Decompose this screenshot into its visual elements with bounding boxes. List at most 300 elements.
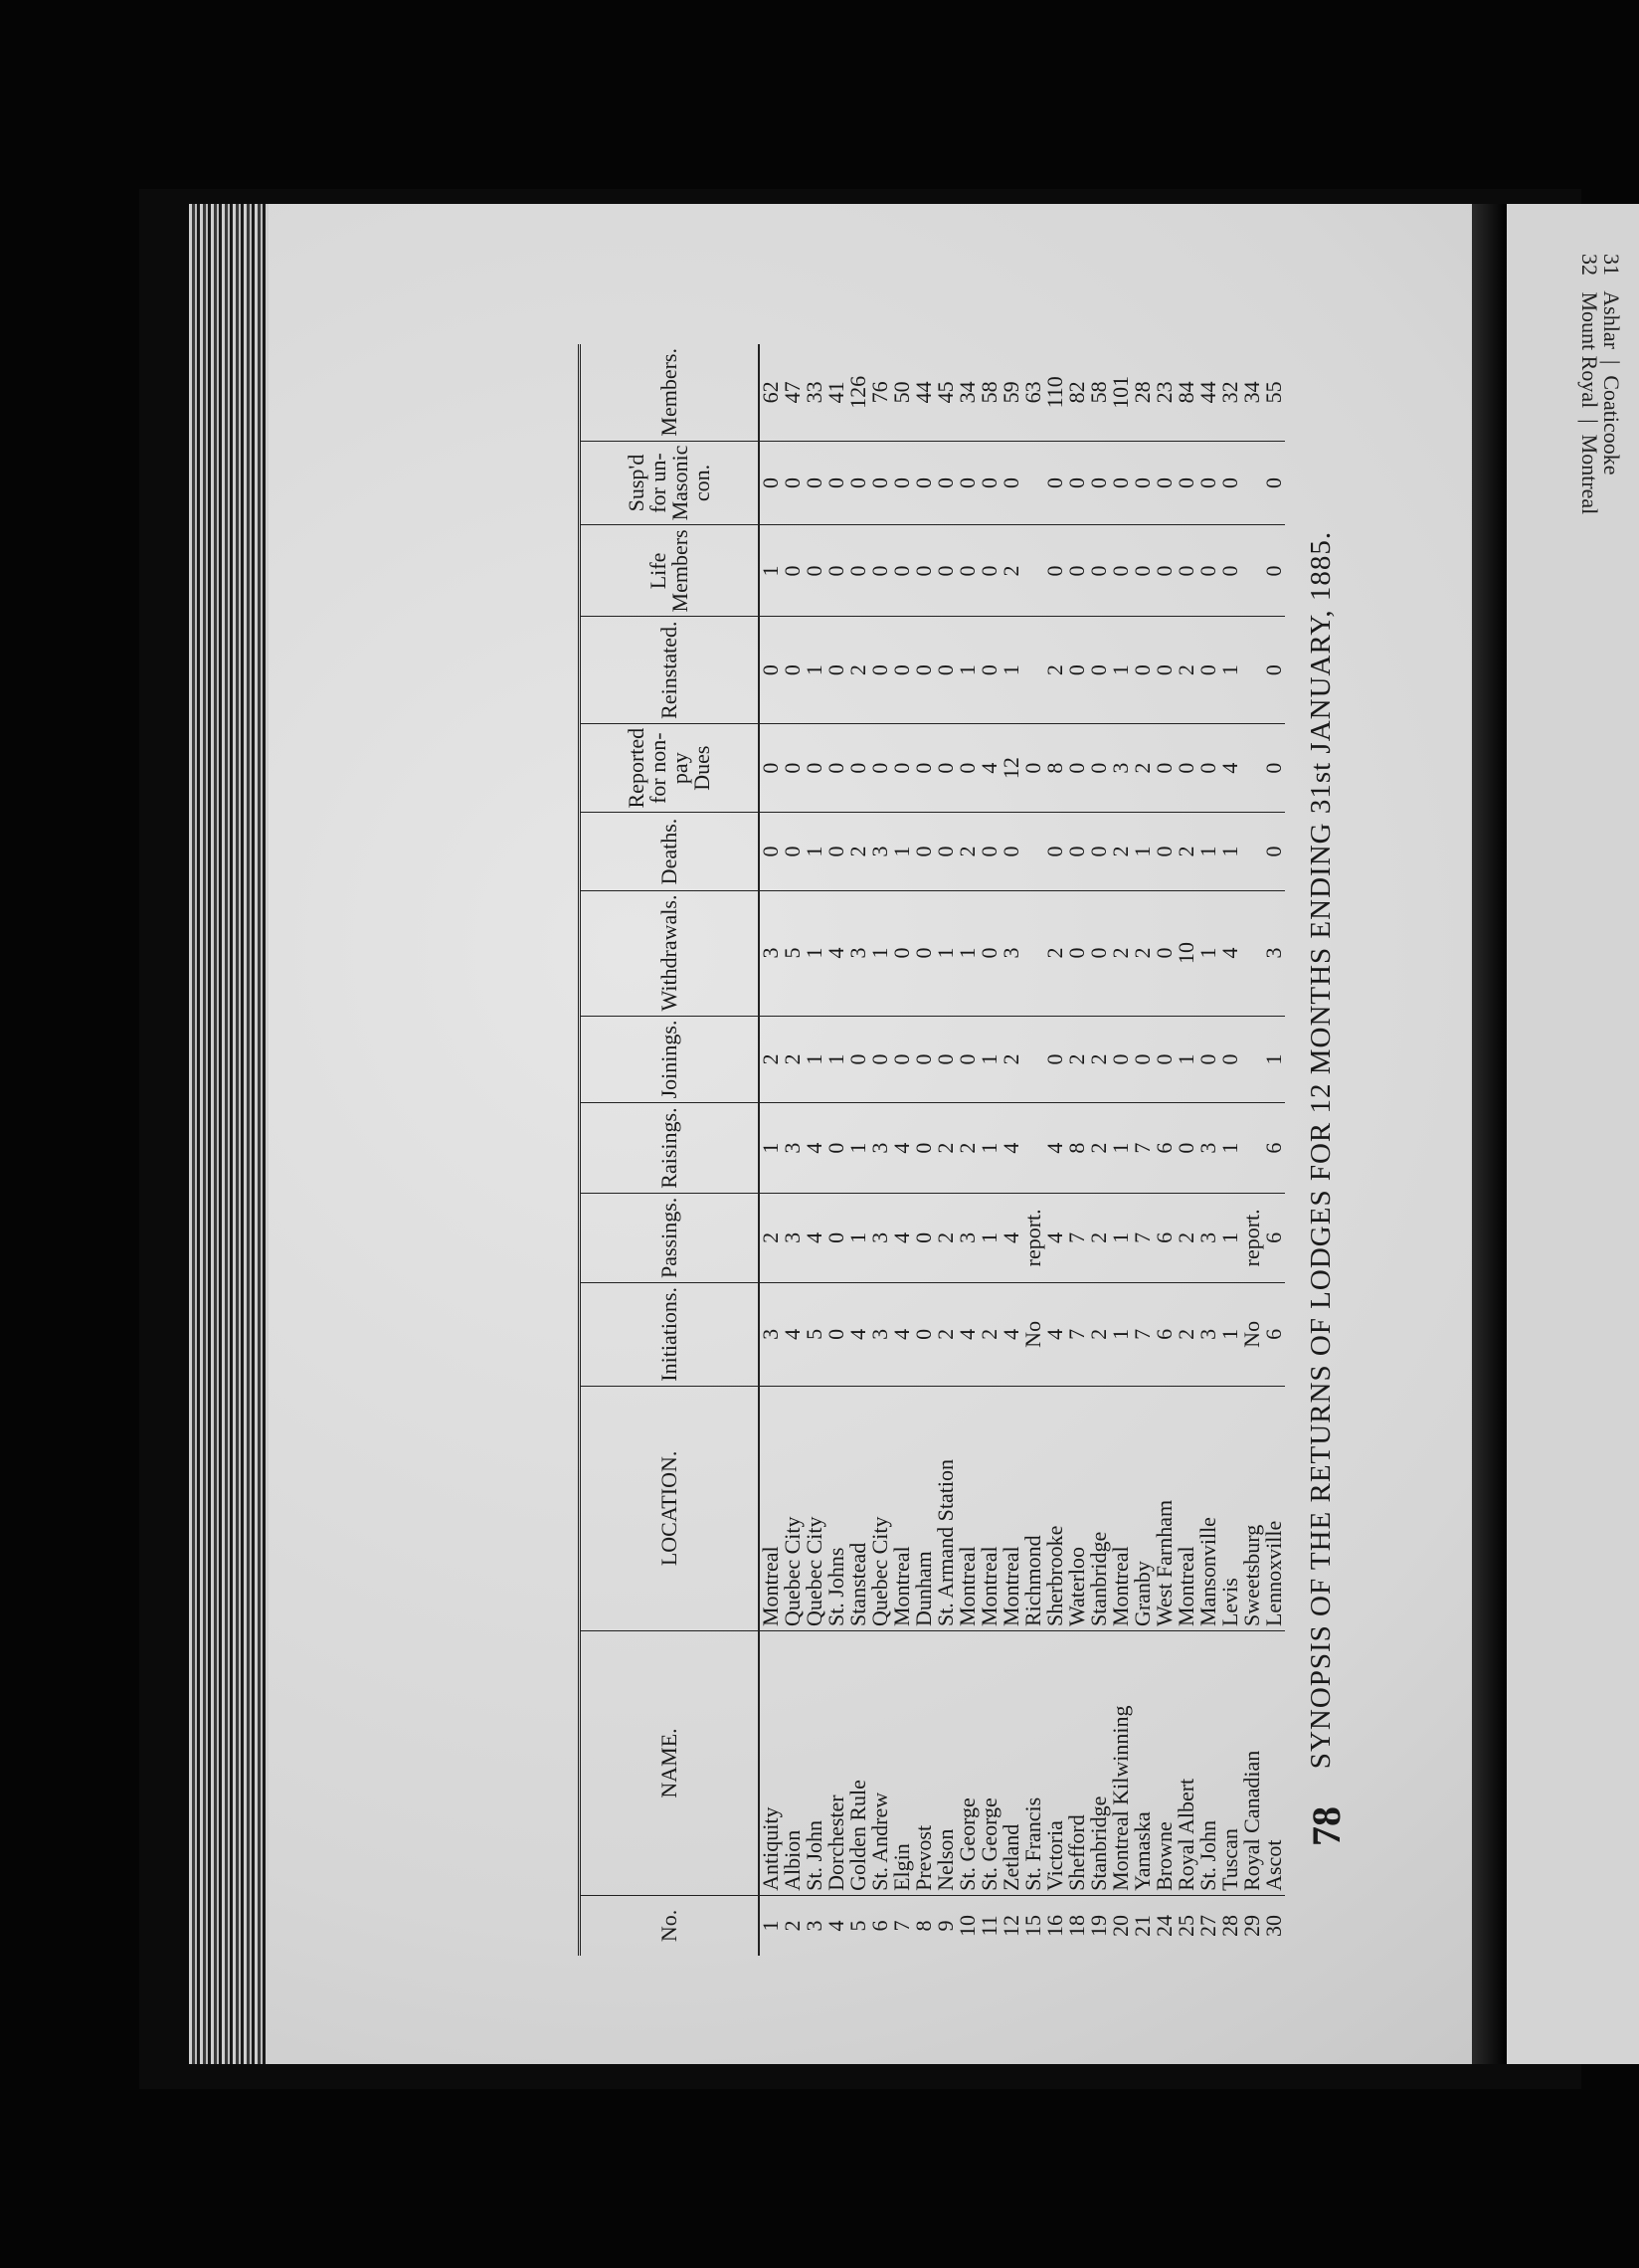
cell-location: West Farnham [1154,1386,1176,1630]
cell-deaths: 1 [891,813,913,890]
cell-name: Yamaska [1132,1631,1154,1896]
cell-suspended: 0 [1154,441,1176,525]
cell-no: 3 [802,1920,826,1932]
cell-suspended: 0 [804,441,825,525]
cell-deaths: 0 [1001,813,1022,890]
cell-passings: report. [1241,1193,1263,1282]
cell-raisings: 1 [1110,1103,1132,1193]
cell-reported: 0 [1066,723,1088,813]
cell-life-members: 0 [1088,525,1110,617]
cell-initiations: 2 [1176,1283,1197,1387]
cell-reinstated: 0 [1197,617,1219,723]
cell-no: 25 [1174,1914,1198,1937]
cell-passings: 6 [1154,1193,1176,1282]
cell-members: 58 [1088,344,1110,441]
cell-suspended: 0 [913,441,935,525]
cell-name: Prevost [913,1631,935,1896]
table-row [804,344,825,1956]
cell-joinings: 0 [1044,1016,1066,1103]
table-row [891,344,913,1956]
cell-name: Golden Rule [847,1631,869,1896]
cell-name: St. John [804,1631,825,1896]
cell-location: Montreal [1110,1386,1132,1630]
cell-suspended: 0 [935,441,957,525]
cell-location: Waterloo [1066,1386,1088,1630]
cell-no: 16 [1042,1914,1067,1937]
cell-life-members: 0 [1263,525,1285,617]
cell-withdrawals: 5 [782,890,804,1016]
cell-raisings: 4 [1044,1103,1066,1193]
cell-passings: 6 [1263,1193,1285,1282]
page-title: SYNOPSIS OF THE RETURNS OF LODGES FOR 12 MONTHS ENDING 31st JANUARY, 1885. [1305,530,1337,1770]
cell-life-members: 0 [913,525,935,617]
table-row [1110,344,1132,1956]
cell-members: 55 [1263,344,1285,441]
cell-joinings: 0 [1132,1016,1154,1103]
cell-passings: 4 [804,1193,825,1282]
cell-life-members: 2 [1001,525,1022,617]
cell-name: St. George [957,1631,979,1896]
cell-deaths: 0 [759,813,782,890]
cell-name: Shefford [1066,1631,1088,1896]
cell-withdrawals: 0 [1154,890,1176,1016]
table-row [1066,344,1088,1956]
cell-passings: 3 [869,1193,891,1282]
cell-passings: 4 [1001,1193,1022,1282]
cell-name: Antiquity [759,1631,782,1896]
cell-joinings: 2 [759,1016,782,1103]
cell-life-members: 0 [891,525,913,617]
cell-reinstated: 0 [891,617,913,723]
cell-reported: 4 [979,723,1001,813]
cell-withdrawals: 2 [1132,890,1154,1016]
table-body [759,344,1285,1956]
cell-initiations: 4 [957,1283,979,1387]
cell-members: 28 [1132,344,1154,441]
cell-suspended: 0 [1197,441,1219,525]
header-suspended: Susp'd for un-Masonic con. [580,441,760,525]
header-no: No. [580,1895,760,1956]
table-row [1132,344,1154,1956]
cell-reinstated: 2 [847,617,869,723]
cell-life-members: 0 [1219,525,1241,617]
cell-name: Tuscan [1219,1631,1241,1896]
cell-passings: 3 [782,1193,804,1282]
cell-deaths: 2 [1176,813,1197,890]
table-row [1088,344,1110,1956]
book-spine [1472,204,1507,2064]
cell-reported: 2 [1132,723,1154,813]
cell-life-members [1241,525,1263,617]
cell-passings: report. [1022,1193,1044,1282]
cell-joinings: 0 [847,1016,869,1103]
cell-suspended: 0 [1132,441,1154,525]
cell-location: Montreal [891,1386,913,1630]
returns-table-wrap [578,344,1285,1956]
cell-location: Quebec City [804,1386,825,1630]
cell-initiations: 6 [1154,1283,1176,1387]
cell-reinstated: 1 [957,617,979,723]
cell-name: Browne [1154,1631,1176,1896]
cell-name: St. Francis [1022,1631,1044,1896]
cell-initiations: 4 [1001,1283,1022,1387]
cell-raisings: 6 [1154,1103,1176,1193]
cell-reported: 0 [891,723,913,813]
returns-table [578,344,1285,1956]
cell-life-members: 1 [759,525,782,617]
cell-passings: 1 [1110,1193,1132,1282]
cell-withdrawals: 0 [1066,890,1088,1016]
cell-deaths: 2 [1110,813,1132,890]
cell-reinstated: 1 [1219,617,1241,723]
cell-name: Stanbridge [1088,1631,1110,1896]
cell-passings: 1 [979,1193,1001,1282]
cell-initiations: 4 [782,1283,804,1387]
table-row [979,344,1001,1956]
cell-reinstated: 0 [1088,617,1110,723]
cell-raisings: 0 [825,1103,847,1193]
cell-location: Granby [1132,1386,1154,1630]
cell-withdrawals: 2 [1110,890,1132,1016]
cell-withdrawals: 1 [1197,890,1219,1016]
cell-deaths: 0 [825,813,847,890]
cell-name: St. Andrew [869,1631,891,1896]
cell-deaths: 1 [1132,813,1154,890]
cell-deaths: 0 [1263,813,1285,890]
cell-no: 7 [889,1920,914,1932]
cell-location: Montreal [1001,1386,1022,1630]
cell-reported: 0 [759,723,782,813]
header-reported: Reported for non-pay Dues [580,723,760,813]
cell-raisings: 0 [1176,1103,1197,1193]
cell-suspended: 0 [979,441,1001,525]
cell-raisings: 1 [1219,1103,1241,1193]
cell-reported: 0 [1088,723,1110,813]
cell-reinstated: 0 [1132,617,1154,723]
table-row [1197,344,1219,1956]
cell-deaths: 2 [847,813,869,890]
cell-joinings: 1 [804,1016,825,1103]
cell-withdrawals: 0 [979,890,1001,1016]
cell-deaths: 0 [782,813,804,890]
cell-reinstated [1022,617,1044,723]
cell-raisings: 3 [782,1103,804,1193]
cell-life-members: 0 [804,525,825,617]
cell-joinings: 0 [1219,1016,1241,1103]
cell-no: 28 [1217,1914,1242,1937]
cell-joinings: 2 [1001,1016,1022,1103]
cell-no: 12 [999,1914,1023,1937]
cell-reported: 8 [1044,723,1066,813]
table-row [869,344,891,1956]
cell-members: 44 [1197,344,1219,441]
cell-raisings: 8 [1066,1103,1088,1193]
next-row-2: 32 Mount Royal | Montreal [1577,254,1602,515]
cell-passings: 2 [1088,1193,1110,1282]
cell-no: 18 [1064,1914,1089,1937]
cell-no: 21 [1130,1914,1155,1937]
cell-withdrawals: 3 [1263,890,1285,1016]
cell-location: Richmond [1022,1386,1044,1630]
next-row-1: 31 Ashlar | Coaticooke [1599,254,1624,475]
cell-no: 15 [1020,1914,1045,1937]
cell-joinings: 0 [957,1016,979,1103]
cell-no: 24 [1152,1914,1177,1937]
cell-deaths [1022,813,1044,890]
cell-location: Montreal [1176,1386,1197,1630]
cell-deaths: 2 [957,813,979,890]
cell-suspended: 0 [1044,441,1066,525]
cell-suspended [1022,441,1044,525]
cell-initiations: 1 [1110,1283,1132,1387]
cell-raisings: 3 [1197,1103,1219,1193]
cell-initiations: 0 [913,1283,935,1387]
next-row-2-name: Mount Royal [1577,291,1602,409]
table-row [913,344,935,1956]
cell-passings: 1 [1219,1193,1241,1282]
cell-withdrawals: 10 [1176,890,1197,1016]
cell-joinings [1022,1016,1044,1103]
cell-reported: 0 [782,723,804,813]
table-row [759,344,782,1956]
table-row [957,344,979,1956]
cell-members: 34 [1241,344,1263,441]
cell-initiations: 4 [891,1283,913,1387]
cell-no: 8 [911,1920,936,1932]
cell-location: Sherbrooke [1044,1386,1066,1630]
cell-reinstated: 0 [869,617,891,723]
cell-location: Quebec City [782,1386,804,1630]
cell-raisings: 2 [1088,1103,1110,1193]
cell-suspended: 0 [1001,441,1022,525]
cell-raisings: 3 [869,1103,891,1193]
cell-withdrawals: 1 [935,890,957,1016]
cell-reported: 0 [1022,723,1044,813]
header-members: Members. [580,344,760,441]
cell-withdrawals: 1 [869,890,891,1016]
cell-no: 1 [758,1920,783,1932]
cell-location: Montreal [759,1386,782,1630]
cell-reinstated: 0 [782,617,804,723]
cell-withdrawals: 0 [891,890,913,1016]
cell-members: 33 [804,344,825,441]
header-initiations: Initiations. [580,1283,760,1387]
next-page-fragment [1507,204,1639,2064]
cell-members: 45 [935,344,957,441]
cell-members: 44 [913,344,935,441]
table-row [1219,344,1241,1956]
cell-life-members: 0 [1197,525,1219,617]
cell-members: 76 [869,344,891,441]
cell-reinstated: 0 [759,617,782,723]
table-row [782,344,804,1956]
cell-no: 10 [955,1914,980,1937]
cell-location: St. Armand Station [935,1386,957,1630]
cell-suspended: 0 [1263,441,1285,525]
header-passings: Passings. [580,1193,760,1282]
cell-suspended: 0 [957,441,979,525]
next-row-1-location: Coaticooke [1599,375,1624,475]
cell-initiations: 5 [804,1283,825,1387]
cell-location: Quebec City [869,1386,891,1630]
cell-life-members: 0 [1110,525,1132,617]
header-name: NAME. [580,1631,760,1896]
cell-life-members: 0 [847,525,869,617]
cell-location: Dunham [913,1386,935,1630]
cell-withdrawals: 0 [1088,890,1110,1016]
cell-members: 47 [782,344,804,441]
cell-name: Elgin [891,1631,913,1896]
cell-name: Albion [782,1631,804,1896]
cell-suspended: 0 [1066,441,1088,525]
table-row [825,344,847,1956]
cell-joinings: 1 [1263,1016,1285,1103]
cell-members: 32 [1219,344,1241,441]
cell-life-members: 0 [1044,525,1066,617]
table-row [1154,344,1176,1956]
next-row-1-no: 31 [1599,254,1624,276]
cell-reported: 0 [1197,723,1219,813]
cell-initiations: 3 [869,1283,891,1387]
cell-raisings: 1 [847,1103,869,1193]
table-row [847,344,869,1956]
cell-suspended [1241,441,1263,525]
header-location: LOCATION. [580,1386,760,1630]
table-row [1022,344,1044,1956]
cell-reported: 0 [1176,723,1197,813]
cell-withdrawals [1022,890,1044,1016]
cell-no: 27 [1195,1914,1220,1937]
cell-joinings: 0 [913,1016,935,1103]
table-row [1001,344,1022,1956]
cell-joinings: 0 [1110,1016,1132,1103]
cell-suspended: 0 [1110,441,1132,525]
cell-withdrawals: 3 [1001,890,1022,1016]
cell-location: Mansonville [1197,1386,1219,1630]
cell-suspended: 0 [759,441,782,525]
cell-reinstated: 0 [913,617,935,723]
cell-deaths: 0 [913,813,935,890]
cell-withdrawals: 3 [847,890,869,1016]
cell-deaths: 0 [1088,813,1110,890]
cell-initiations: No [1241,1283,1263,1387]
cell-raisings: 1 [979,1103,1001,1193]
cell-deaths: 0 [1066,813,1088,890]
cell-reinstated: 1 [804,617,825,723]
cell-raisings: 2 [935,1103,957,1193]
cell-joinings: 0 [891,1016,913,1103]
cell-joinings: 1 [825,1016,847,1103]
header-life-members: Life Members [580,525,760,617]
table-header-row [580,344,760,1956]
cell-location: Levis [1219,1386,1241,1630]
cell-location: Montreal [979,1386,1001,1630]
table-row [1241,344,1263,1956]
cell-passings: 3 [1197,1193,1219,1282]
cell-name: Royal Albert [1176,1631,1197,1896]
cell-reported: 0 [825,723,847,813]
cell-suspended: 0 [869,441,891,525]
cell-withdrawals: 4 [1219,890,1241,1016]
cell-reported: 0 [1154,723,1176,813]
cell-life-members [1022,525,1044,617]
cell-members: 34 [957,344,979,441]
table-row [1263,344,1285,1956]
header-joinings: Joinings. [580,1016,760,1103]
cell-withdrawals: 2 [1044,890,1066,1016]
cell-life-members: 0 [1176,525,1197,617]
cell-name: Montreal Kilwinning [1110,1631,1132,1896]
cell-passings: 2 [759,1193,782,1282]
table-row [1044,344,1066,1956]
cell-initiations: 7 [1132,1283,1154,1387]
cell-name: Nelson [935,1631,957,1896]
cell-suspended: 0 [1219,441,1241,525]
cell-passings: 7 [1066,1193,1088,1282]
cell-raisings: 2 [957,1103,979,1193]
cell-reported: 0 [913,723,935,813]
cell-reinstated: 0 [1066,617,1088,723]
cell-joinings: 1 [979,1016,1001,1103]
cell-life-members: 0 [957,525,979,617]
cell-reinstated: 0 [1263,617,1285,723]
cell-withdrawals [1241,890,1263,1016]
cell-raisings: 4 [1001,1103,1022,1193]
cell-passings: 4 [1044,1193,1066,1282]
cell-joinings: 0 [869,1016,891,1103]
cell-reinstated: 0 [979,617,1001,723]
cell-reported: 0 [935,723,957,813]
cell-reported: 0 [957,723,979,813]
cell-reported [1241,723,1263,813]
cell-members: 62 [759,344,782,441]
cell-name: St. George [979,1631,1001,1896]
cell-life-members: 0 [869,525,891,617]
cell-passings: 1 [847,1193,869,1282]
cell-withdrawals: 0 [913,890,935,1016]
cell-initiations: 6 [1263,1283,1285,1387]
cell-raisings: 6 [1263,1103,1285,1193]
cell-raisings: 0 [913,1103,935,1193]
cell-deaths: 0 [935,813,957,890]
cell-no: 19 [1086,1914,1111,1937]
cell-suspended: 0 [782,441,804,525]
cell-reported: 0 [804,723,825,813]
cell-passings: 7 [1132,1193,1154,1282]
cell-members: 101 [1110,344,1132,441]
cell-members: 41 [825,344,847,441]
cell-members: 110 [1044,344,1066,441]
cell-joinings [1241,1016,1263,1103]
table-row [1176,344,1197,1956]
cell-location: Stanstead [847,1386,869,1630]
cell-raisings [1022,1103,1044,1193]
cell-reinstated: 0 [825,617,847,723]
cell-raisings: 4 [804,1103,825,1193]
cell-suspended: 0 [1088,441,1110,525]
cell-no: 2 [780,1920,805,1932]
cell-raisings [1241,1103,1263,1193]
cell-initiations: 2 [1088,1283,1110,1387]
cell-initiations: 4 [1044,1283,1066,1387]
cell-reinstated: 2 [1044,617,1066,723]
cell-reinstated: 2 [1176,617,1197,723]
cell-raisings: 1 [759,1103,782,1193]
cell-raisings: 4 [891,1103,913,1193]
cell-passings: 3 [957,1193,979,1282]
cell-life-members: 0 [1154,525,1176,617]
cell-life-members: 0 [825,525,847,617]
